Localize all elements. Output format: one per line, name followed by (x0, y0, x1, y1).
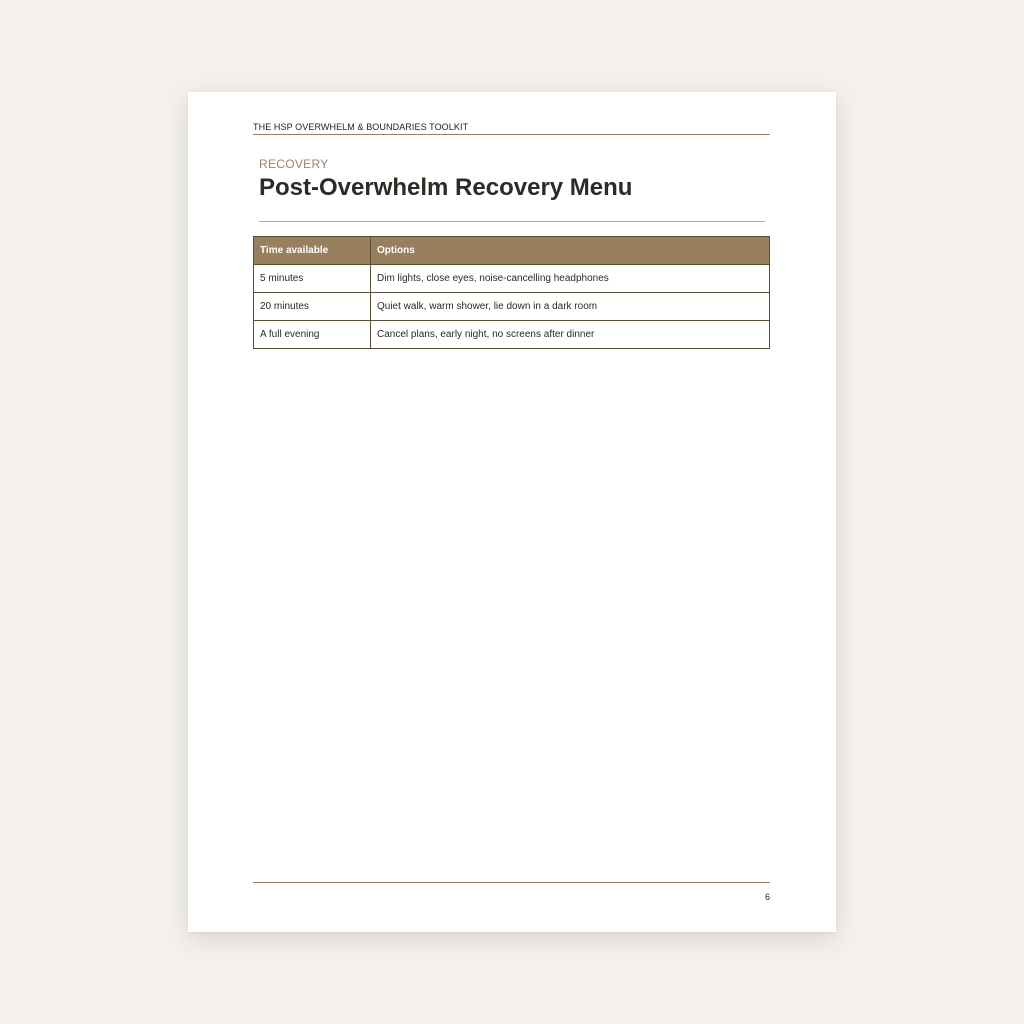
time-cell: 5 minutes (254, 265, 371, 293)
table-header-row (254, 237, 770, 265)
time-cell: A full evening (254, 321, 371, 349)
options-cell: Dim lights, close eyes, noise-cancelling headphones (371, 265, 770, 293)
recovery-menu-table (253, 236, 770, 349)
time-cell: 20 minutes (254, 293, 371, 321)
table-row (254, 321, 770, 349)
footer-divider (253, 882, 770, 883)
table-row (254, 293, 770, 321)
table-row (254, 265, 770, 293)
options-cell: Quiet walk, warm shower, lie down in a dark room (371, 293, 770, 321)
page-title: Post-Overwhelm Recovery Menu (259, 174, 633, 201)
document-page (188, 92, 836, 932)
running-header: THE HSP OVERWHELM & BOUNDARIES TOOLKIT (253, 122, 770, 135)
title-divider (259, 221, 765, 222)
column-header-time: Time available (254, 237, 371, 265)
options-cell: Cancel plans, early night, no screens after dinner (371, 321, 770, 349)
column-header-options: Options (371, 237, 770, 265)
section-label: RECOVERY (259, 157, 329, 171)
page-number: 6 (764, 892, 770, 902)
